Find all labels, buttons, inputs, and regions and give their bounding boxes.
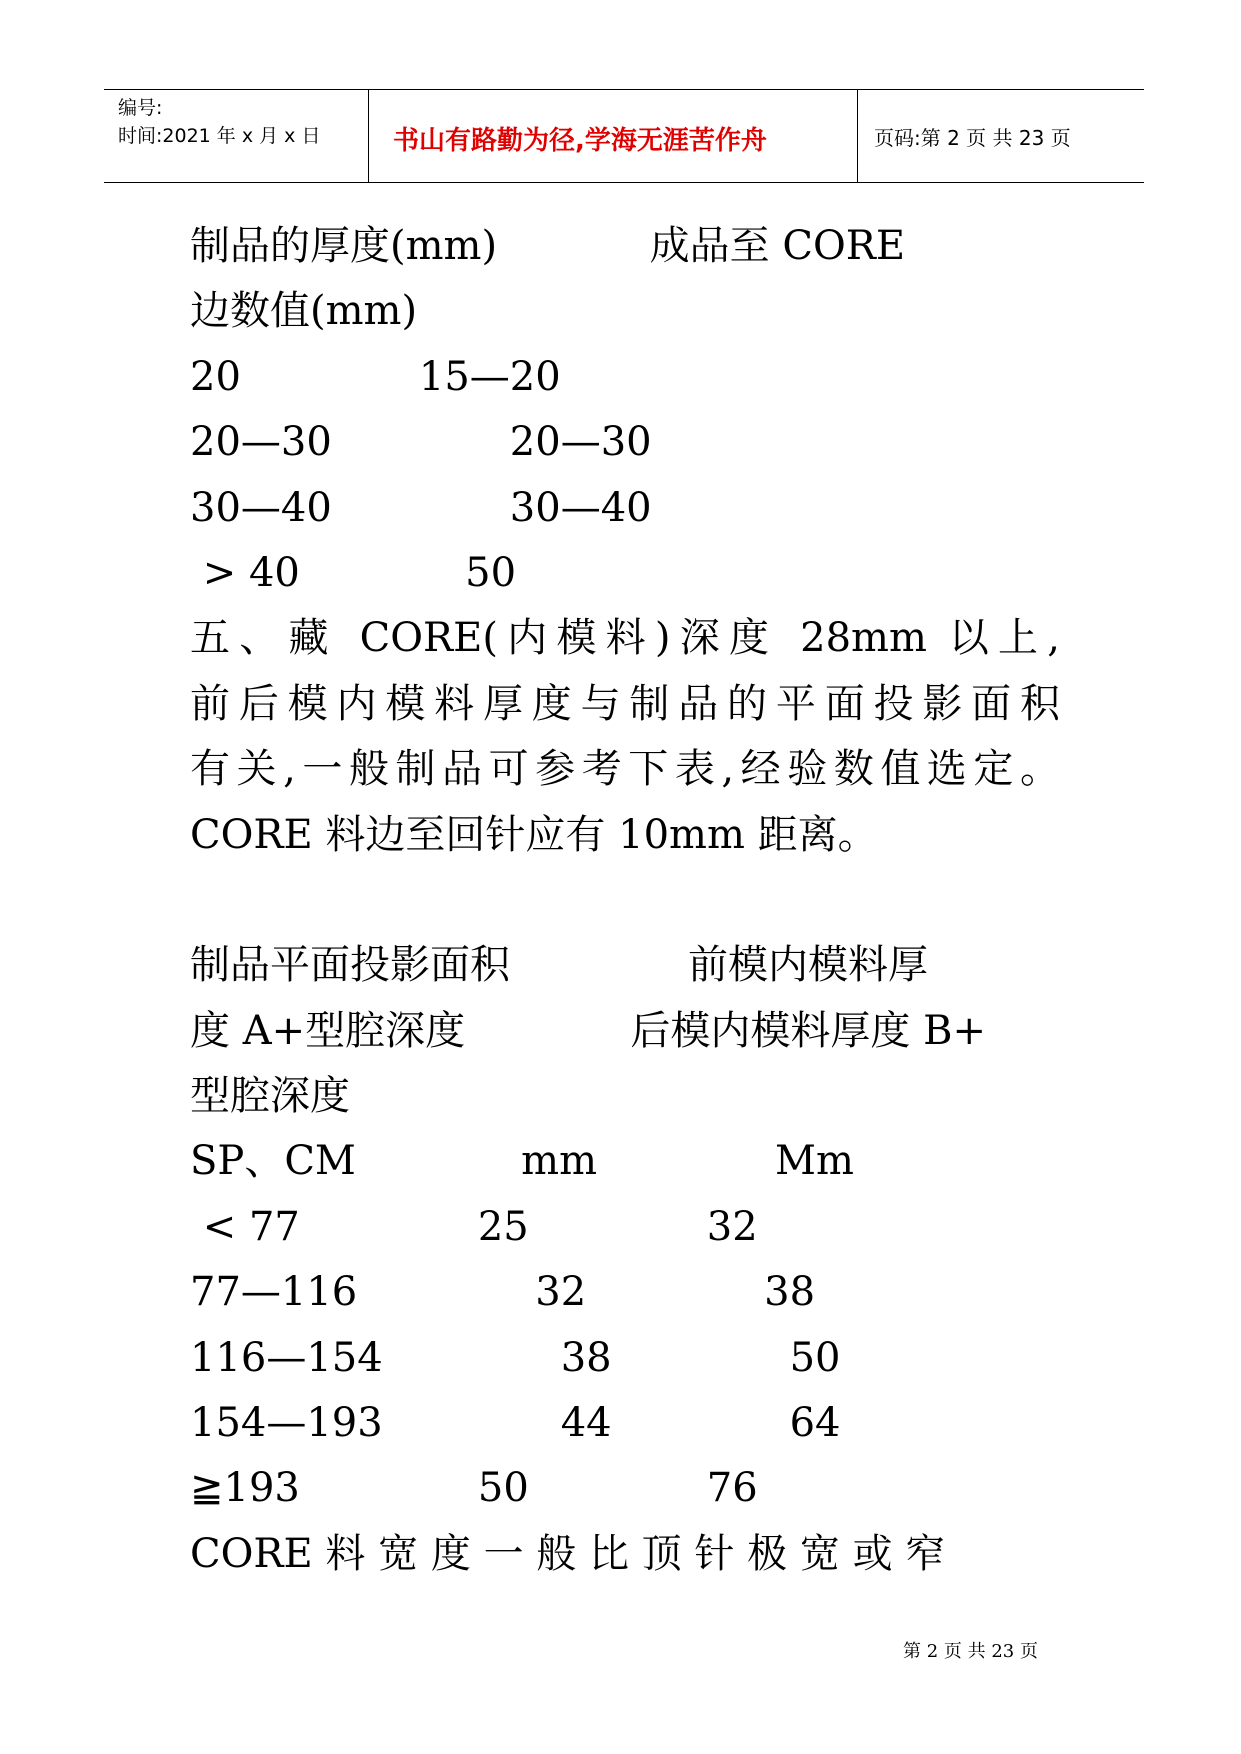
table-row: > 40 50: [190, 549, 517, 596]
motto: 书山有路勤为径,学海无涯苦作舟: [393, 126, 767, 156]
page-label: 页码:第 2 页 共 23 页: [874, 126, 1071, 150]
blank-line: [190, 868, 1060, 933]
document-body: [190, 214, 1060, 1587]
text-line: 度 A+型腔深度 后模内模料厚度 B+: [190, 1007, 987, 1054]
text-line: 前后模内模料厚度与制品的平面投影面积: [190, 680, 1060, 727]
table-row: 116—154 38 50: [190, 1334, 841, 1381]
table-row: 30—40 30—40: [190, 484, 652, 531]
table-row: < 77 25 32: [190, 1203, 758, 1250]
header-meta: [118, 94, 320, 150]
table-row: 154—193 44 64: [190, 1400, 841, 1447]
text-line: CORE 料 宽 度 一 般 比 顶 针 极 宽 或 窄: [190, 1530, 946, 1577]
time-label: 时间:2021 年 x 月 x 日: [118, 125, 321, 147]
table-row: 20—30 20—30: [190, 419, 652, 466]
table-row: SP、CM mm Mm: [190, 1138, 854, 1185]
header-divider: [368, 90, 369, 182]
text-line: 型腔深度: [190, 1073, 350, 1120]
text-line: 有关,一般制品可参考下表,经验数值选定。: [190, 746, 1060, 793]
table-row: 77—116 32 38: [190, 1269, 816, 1316]
header-divider: [857, 90, 858, 182]
table-row: 20 15—20: [190, 353, 561, 400]
header-table: [104, 89, 1144, 183]
text-line: 边数值(mm): [190, 288, 418, 335]
table-row: ≧193 50 76: [190, 1465, 758, 1512]
page-footer: 第 2 页 共 23 页: [903, 1641, 1038, 1662]
number-label: 编号:: [118, 97, 163, 119]
text-line: 制品平面投影面积 前模内模料厚: [190, 942, 929, 989]
text-line: 制品的厚度(mm) 成品至 CORE: [190, 223, 906, 269]
text-line: CORE 料边至回针应有 10mm 距离。: [190, 811, 878, 858]
text-line: 五、藏 CORE(内模料)深度 28mm 以上,: [190, 615, 1060, 662]
